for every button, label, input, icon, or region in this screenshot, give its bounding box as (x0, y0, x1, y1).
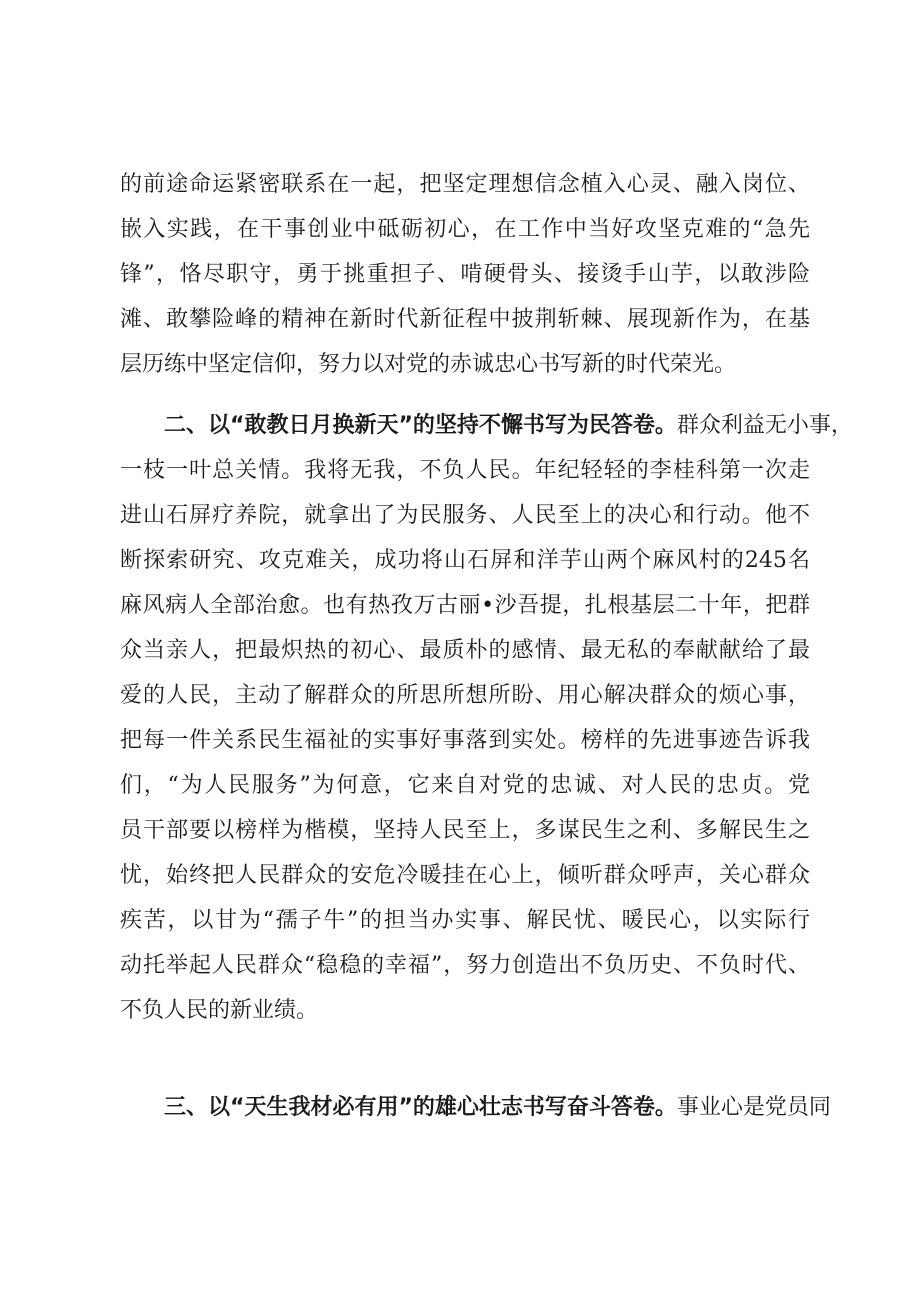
paragraph-line: 疾苦，以甘为“孺子牛”的担当办实事、解民忧、暖民心，以实际行 (120, 908, 810, 933)
section-heading: 二、以“敢教日月换新天”的坚持不懈书写为民答卷。 (164, 413, 677, 438)
paragraph-first-line (164, 1093, 831, 1123)
paragraph-line: 进山石屏疗养院，就拿出了为民服务、人民至上的决心和行动。他不 (120, 503, 810, 528)
paragraph-line: 一枝一叶总关情。我将无我，不负人民。年纪轻轻的李桂科第一次走 (120, 458, 810, 483)
paragraph-line: 爱的人民，主动了解群众的所思所想所盼、用心解决群众的烦心事， (120, 683, 810, 708)
section-lead-text: 群众利益无小事， (676, 413, 853, 438)
paragraph-line: 把每一件关系民生福祉的实事好事落到实处。榜样的先进事迹告诉我 (120, 728, 810, 753)
paragraph-line: 们，“为人民服务”为何意，它来自对党的忠诚、对人民的忠贞。党 (120, 773, 810, 798)
paragraph-first-line (164, 411, 853, 441)
paragraph-line: 的前途命运紧密联系在一起，把坚定理想信念植入心灵、融入岗位、 (120, 172, 810, 197)
paragraph-line: 锋”，恪尽职守，勇于挑重担子、啃硬骨头、接烫手山芋，以敢涉险 (120, 262, 810, 287)
paragraph-line: 不负人民的新业绩。 (120, 998, 319, 1023)
paragraph-line: 员干部要以榜样为楷模，坚持人民至上，多谋民生之利、多解民生之 (120, 818, 810, 843)
paragraph-line: 滩、敢攀险峰的精神在新时代新征程中披荆斩棘、展现新作为，在基 (120, 307, 810, 332)
paragraph-line: 动托举起人民群众“稳稳的幸福”，努力创造出不负历史、不负时代、 (120, 953, 810, 978)
section-heading: 三、以“天生我材必有用”的雄心壮志书写奋斗答卷。 (164, 1095, 677, 1120)
paragraph-line: 断探索研究、攻克难关，成功将山石屏和洋芋山两个麻风村的245名 (120, 548, 810, 573)
paragraph-line: 众当亲人，把最炽热的初心、最质朴的感情、最无私的奉献献给了最 (120, 638, 810, 663)
paragraph-line: 忧，始终把人民群众的安危冷暖挂在心上，倾听群众呼声，关心群众 (120, 863, 810, 888)
section-lead-text: 事业心是党员同 (676, 1095, 831, 1120)
paragraph-line: 嵌入实践，在干事创业中砥砺初心，在工作中当好攻坚克难的“急先 (120, 217, 810, 242)
paragraph-line: 层历练中坚定信仰，努力以对党的赤诚忠心书写新的时代荣光。 (120, 352, 737, 377)
paragraph-line: 麻风病人全部治愈。也有热孜万古丽•沙吾提，扎根基层二十年，把群 (120, 593, 810, 618)
